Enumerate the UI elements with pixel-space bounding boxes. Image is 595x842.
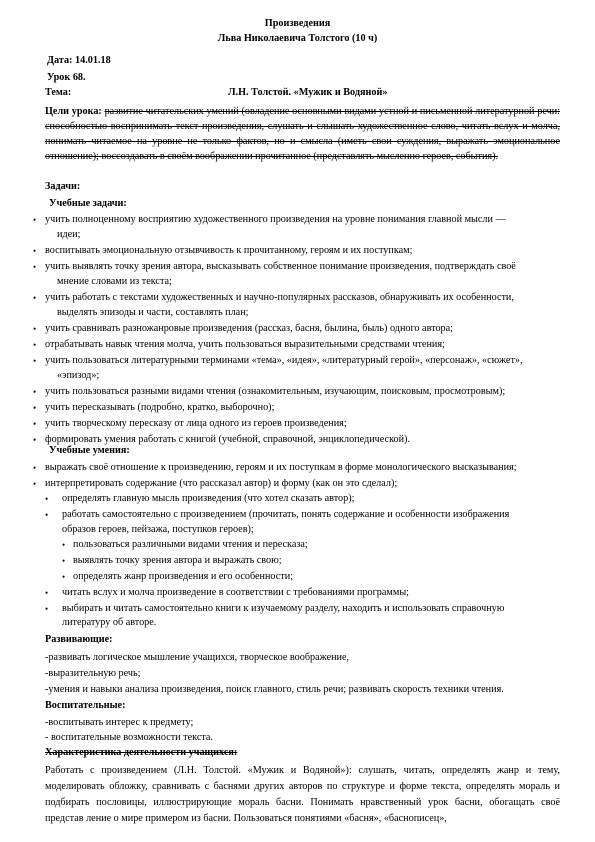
learning-tasks-label: Учебные задачи: [49,198,127,209]
skill-subsubitem: определять жанр произведения и его особенности; [73,571,294,582]
document-subtitle: Льва Николаевича Толстого (10 ч) [217,33,378,44]
learning-task-item: учить пересказывать (подробно, кратко, выборочно); [45,402,275,413]
bullet-icon: • [33,356,37,366]
document-title: Произведения [264,18,331,29]
bullet-icon: • [62,556,66,566]
bullet-icon: • [33,463,37,473]
learning-task-item: учить выявлять точку зрения автора, высказывать собственное понимание произведения, подтверждать своё [45,261,516,272]
bullet-icon: • [45,604,49,614]
learning-task-item-continued: «эпизод»; [57,370,100,381]
lesson-date: Дата: 14.01.18 [47,55,111,66]
bullet-icon: • [33,262,37,272]
skill-subitem: выбирать и читать самостоятельно книги к изучаемому разделу, находить и использовать справочную [62,603,505,614]
bullet-icon: • [45,588,49,598]
skill-subitem: читать вслух и молча произведение в соответствии с требованиями программы; [62,587,409,598]
lesson-goals [45,104,560,164]
bullet-icon: • [45,510,49,520]
bullet-icon: • [33,246,37,256]
skill-item: выражать своё отношение к произведению, героям и их поступкам в форме монологического высказывания; [45,462,517,473]
skill-subitem: определять главную мысль произведения (что хотел сказать автор); [62,493,355,504]
activity-label: Характеристика деятельности учащихся: [45,747,238,758]
skill-subsubitem: пользоваться различными видами чтения и пересказа; [73,539,308,550]
bullet-icon: • [33,435,37,445]
learning-task-item: отрабатывать навык чтения молча, учить пользоваться выразительными средствами чтения; [45,339,445,350]
bullet-icon: • [33,419,37,429]
bullet-icon: • [33,215,37,225]
upbringing-item: - воспитательные возможности текста. [45,732,214,743]
bullet-icon: • [33,324,37,334]
developing-item: -развивать логическое мышление учащихся, творческое воображение, [45,652,350,663]
bullet-icon: • [33,340,37,350]
skill-subitem: работать самостоятельно с произведением (прочитать, понять содержание и особенности изображения [62,509,510,520]
bullet-icon: • [45,494,49,504]
bullet-icon: • [62,540,66,550]
upbringing-label: Воспитательные: [45,700,126,711]
skill-item: интерпретировать содержание (что рассказал автор) и форму (как он это сделал); [45,478,398,489]
learning-task-item: учить сравнивать разножанровые произведения (рассказ, басня, былина, быль) одного автора; [45,323,453,334]
skill-subitem-continued: литературу об авторе. [62,617,157,628]
skill-subsubitem: выявлять точку зрения автора и выражать свою; [73,555,282,566]
learning-task-item: учить полноценному восприятию художественного произведения на уровне понимания главной мысли — [45,214,506,225]
lesson-number: Урок 68. [47,72,86,83]
learning-task-item-continued: идеи; [57,229,81,240]
skills-label: Учебные умения: [49,445,130,456]
topic-value: Л.Н. Толстой. «Мужик и Водяной» [228,87,388,98]
learning-task-item: учить творческому пересказу от лица одного из героев произведения; [45,418,347,429]
learning-task-item: воспитывать эмоциональную отзывчивость к прочитанному, героям и их поступкам; [45,245,413,256]
bullet-icon: • [33,479,37,489]
tasks-label: Задачи: [45,181,81,192]
developing-item: -выразительную речь; [45,668,141,679]
topic-label: Тема: [45,87,72,98]
learning-task-item-continued: мнение словами из текста; [57,276,172,287]
learning-task-item: учить работать с текстами художественных и научно-популярных рассказов, обнаруживать их особенности, [45,292,514,303]
skill-subitem-continued: образов героев, пейзажа, поступков героев); [62,524,254,535]
learning-task-item-continued: выделять эпизоды и части, составлять план; [57,307,249,318]
bullet-icon: • [33,387,37,397]
learning-task-item: формировать умения работать с книгой (учебной, справочной, энциклопедической). [45,434,410,445]
goals-label: Цели урока: [45,106,102,117]
bullet-icon: • [33,403,37,413]
activity-text: Работать с произведением (Л.Н. Толстой. «Мужик и Водяной»): слушать, читать, определять жанр и тему, моделировать обложку, сравнивать с баснями других авторов по структуре и форме текста, определять мораль и подбирать пословицы, иллюстрирующие мораль басни. Понимать нравственный урок басни, обогащать своё представ ление о мире примером из басни. Пользоваться понятиями «басня», «баснописец», [45,765,560,824]
bullet-icon: • [62,572,66,582]
learning-task-item: учить пользоваться литературными терминами «тема», «идея», «литературный герой», «персонаж», «сюжет», [45,355,523,366]
developing-item: -умения и навыки анализа произведения, поиск главного, стиль речи; развивать скорость техники чтения. [45,684,504,695]
bullet-icon: • [33,293,37,303]
developing-label: Развивающие: [45,634,113,645]
upbringing-item: -воспитывать интерес к предмету; [45,717,194,728]
learning-task-item: учить пользоваться разными видами чтения (ознакомительным, изучающим, поисковым, просмотровым); [45,386,506,397]
goals-text: развитие читательских умений (овладение основными видами устной и письменной литературной речи: способностью воспринимать текст произведения, слушать и слышать художественное слово, читать вслух и молча, понимать читаемое на уровне не только фактов, но и смысла (иметь свои суждения, выражать эмоциональное отношение); воссоздавать в своём воображении прочитанное (представлять мысленно героев, события). [45,106,560,162]
